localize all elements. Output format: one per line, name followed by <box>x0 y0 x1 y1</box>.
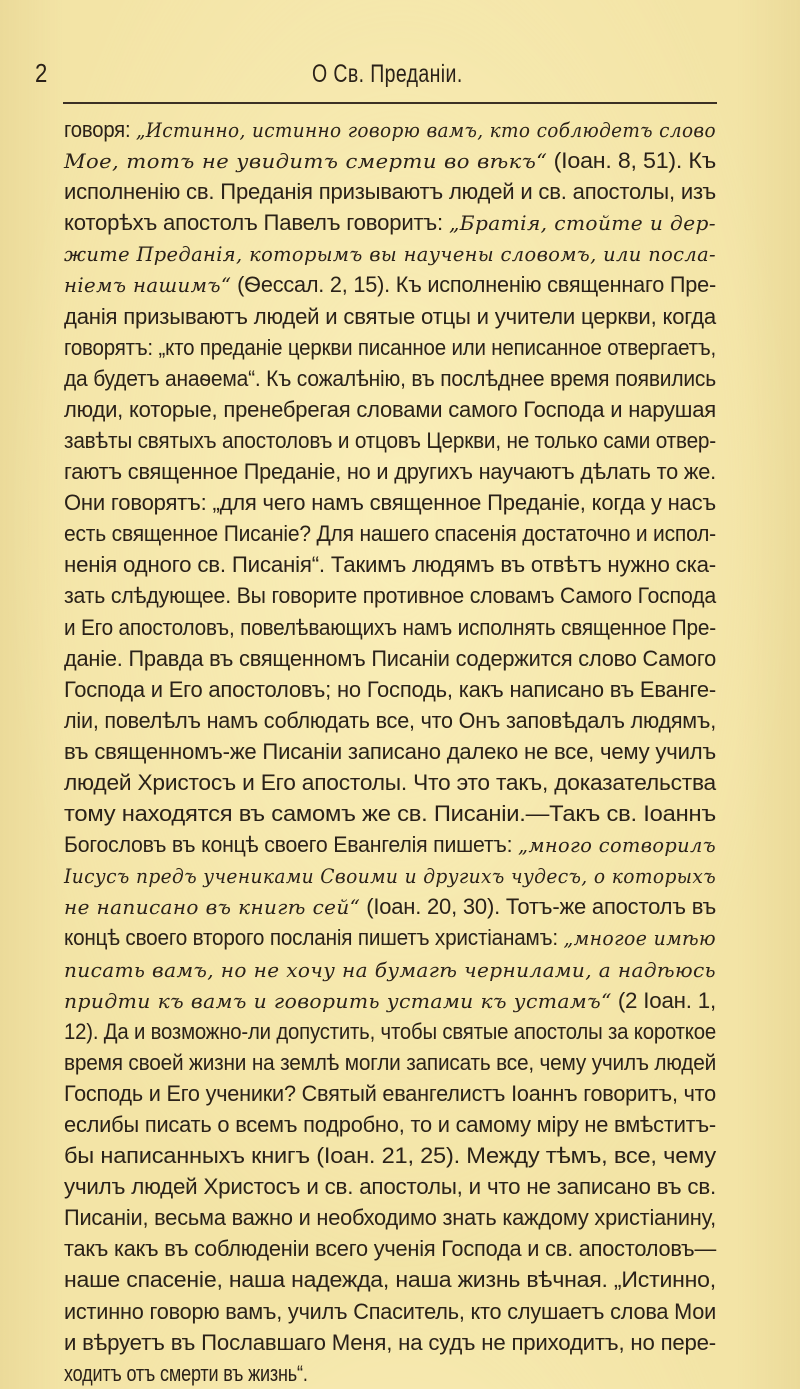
text-line <box>64 269 716 300</box>
text-line <box>64 922 716 953</box>
italic-quote: Мое, тотъ не увидитъ смерти во вѣкъ“ <box>64 149 548 174</box>
text-line-content <box>64 922 716 954</box>
text-run: зать слѣдующее. Вы говорите противное словамъ Самого Господа <box>64 583 716 609</box>
italic-quote: ніемъ нашимъ“ <box>64 273 232 298</box>
text-run: (2 Іоан. 1, <box>611 987 716 1013</box>
text-line <box>64 145 716 176</box>
text-line <box>64 1140 716 1171</box>
text-line <box>64 985 716 1016</box>
text-line-content <box>64 829 716 861</box>
text-line-content <box>64 798 716 829</box>
text-line <box>64 705 716 736</box>
text-run: время своей жизни на землѣ могли записать все, чему училъ людей <box>64 1049 716 1075</box>
text-line-content <box>64 425 716 456</box>
text-line <box>64 176 716 207</box>
text-run: и Его апостоловъ, повелѣвающихъ намъ исполнять священное Пре- <box>64 614 716 640</box>
text-run: 12). Да и возможно-ли допустить, чтобы святые апостолы за короткое <box>64 1018 716 1044</box>
text-run: ненія одного св. Писанія“. Такимъ людямъ въ отвѣтъ нужно ска- <box>64 552 716 578</box>
text-run: Господь и Его ученики? Святый евангелистъ Іоаннъ говоритъ, что <box>64 1080 716 1106</box>
text-line <box>64 860 716 891</box>
text-line <box>64 207 716 238</box>
italic-quote: придти къ вамъ и говорить устами къ устамъ“ <box>64 988 612 1013</box>
text-run: которѣхъ апостолъ Павелъ говоритъ: <box>64 210 449 236</box>
text-run: завѣты святыхъ апостоловъ и отцовъ Церкви, не только сами отвер- <box>64 427 716 453</box>
text-line-content <box>64 332 716 363</box>
text-run: и вѣруетъ въ Пославшаго Меня, на судъ не приходитъ, но пере- <box>64 1329 716 1355</box>
text-line <box>64 891 716 922</box>
text-line-content <box>64 580 716 611</box>
text-run: Господа и Его апостоловъ; но Господь, какъ написано въ Еванге- <box>64 676 716 702</box>
text-run: наше спасеніе, наша надежда, наша жизнь вѣчная. „Истинно, <box>64 1267 716 1293</box>
text-line-content <box>64 518 716 549</box>
italic-quote: „многое имѣю <box>563 926 716 951</box>
text-run: Писаніи, весьма важно и необходимо знать каждому христіанину, <box>64 1205 716 1231</box>
text-line <box>64 612 716 643</box>
page-number: 2 <box>35 58 48 88</box>
text-line <box>64 1202 716 1233</box>
text-line <box>64 363 716 394</box>
text-run: гаютъ священное Преданіе, но и другихъ научаютъ дѣлать то же. <box>64 459 716 485</box>
text-run: (Іоан. 8, 51). Къ <box>547 148 716 174</box>
text-line-content <box>64 456 716 487</box>
text-run: истинно говорю вамъ, училъ Спаситель, кто слушаетъ слова Мои <box>64 1298 716 1324</box>
text-line-content <box>64 549 716 580</box>
text-line-content <box>64 1047 716 1078</box>
text-line <box>64 767 716 798</box>
text-run: люди, которые, пренебрегая словами самого Господа и нарушая <box>64 396 716 422</box>
text-line-content <box>64 612 716 643</box>
text-line-content <box>64 954 716 986</box>
text-line-content <box>64 767 716 798</box>
italic-quote: не написано въ книгѣ сей“ <box>64 895 361 920</box>
text-line-content <box>64 1327 716 1358</box>
text-line-content <box>64 394 716 425</box>
text-line-content <box>64 269 716 301</box>
text-line-content <box>64 1109 716 1140</box>
text-line <box>64 643 716 674</box>
text-run: концѣ своего второго посланія пишетъ христіанамъ: <box>64 925 564 951</box>
text-run: бы написанныхъ книгъ (Іоан. 21, 25). Между тѣмъ, все, чему <box>64 1143 716 1169</box>
text-line-content <box>64 736 716 767</box>
text-line <box>64 1016 716 1047</box>
text-line <box>64 1109 716 1140</box>
text-line <box>64 394 716 425</box>
text-run: (Іоан. 20, 30). Тотъ-же апостолъ въ <box>360 894 716 920</box>
text-line <box>64 487 716 518</box>
text-line <box>64 425 716 456</box>
text-line <box>64 518 716 549</box>
text-line <box>64 736 716 767</box>
text-line-content <box>64 487 716 518</box>
text-line-content <box>64 643 716 674</box>
page-header <box>30 56 478 96</box>
text-line <box>64 829 716 860</box>
running-title: О Св. Преданіи. <box>312 60 463 88</box>
text-line-content <box>64 891 716 923</box>
text-line-content <box>64 363 716 394</box>
italic-quote: жите Преданія, которымъ вы научены словомъ, или посла- <box>64 242 716 267</box>
text-line-content <box>64 860 716 892</box>
text-line <box>64 1078 716 1109</box>
text-run: Они говорятъ: „для чего намъ священное Преданіе, когда у насъ <box>64 490 716 516</box>
text-run: еслибы писать о всемъ подробно, то и самому міру не вмѣститъ- <box>64 1112 716 1137</box>
italic-quote: „Братія, стойте и дер- <box>448 211 716 236</box>
text-run: данія призываютъ людей и святые отцы и учители церкви, когда <box>64 303 716 329</box>
text-run: училъ людей Христосъ и св. апостолы, и что не записано въ св. <box>64 1174 716 1200</box>
italic-quote: Іисусъ предъ учениками Своими и другихъ чудесъ, о которыхъ <box>64 864 716 889</box>
text-line-content <box>64 985 716 1017</box>
text-line-content <box>64 1358 308 1389</box>
text-line <box>64 798 716 829</box>
text-line <box>64 549 716 580</box>
text-line <box>64 580 716 611</box>
text-line-content <box>64 176 716 207</box>
italic-quote: „много сотворилъ <box>518 833 716 858</box>
text-line <box>64 238 716 269</box>
text-run: исполненію св. Преданія призываютъ людей и св. апостолы, изъ <box>64 179 716 205</box>
text-line <box>64 114 716 145</box>
text-line <box>64 1296 716 1327</box>
text-line <box>64 332 716 363</box>
text-line <box>64 954 716 985</box>
text-line-content <box>64 705 716 736</box>
text-run: говоря: <box>64 117 136 142</box>
text-line <box>64 1358 716 1389</box>
text-run: ліи, повелѣлъ намъ соблюдать все, что Онъ заповѣдалъ людямъ, <box>64 707 716 733</box>
text-line-content <box>64 145 716 177</box>
text-line-content <box>64 238 716 270</box>
text-line-content <box>64 301 716 332</box>
text-run: говорятъ: „кто преданіе церкви писанное или неписанное отвергаетъ, <box>64 334 716 360</box>
text-run: въ священномъ-же Писаніи записано далеко не все, чему училъ <box>64 738 716 764</box>
text-run: даніе. Правда въ священномъ Писаніи содержится слово Самого <box>64 645 716 671</box>
text-line <box>64 1233 716 1264</box>
text-line <box>64 456 716 487</box>
text-run: тому находятся въ самомъ же св. Писаніи.—Такъ св. Іоаннъ <box>64 801 717 827</box>
italic-quote: писать вамъ, но не хочу на бумагѣ чернилами, а надѣюсь <box>64 957 716 982</box>
text-line-content <box>64 1171 716 1202</box>
text-run: такъ какъ въ соблюденіи всего ученія Господа и св. апостоловъ— <box>64 1236 716 1262</box>
text-run: Богословъ въ концѣ своего Евангелія пишетъ: <box>64 832 519 858</box>
text-run: да будетъ анаѳема“. Къ сожалѣнію, въ послѣднее время появились <box>64 365 716 391</box>
text-line <box>64 1047 716 1078</box>
text-line-content <box>64 114 716 146</box>
text-line-content <box>64 1233 716 1264</box>
text-line-content <box>64 1202 716 1233</box>
text-line-content <box>64 1016 716 1047</box>
text-run: есть священное Писаніе? Для нашего спасенія достаточно и испол- <box>64 521 716 547</box>
text-run: людей Христосъ и Его апостолы. Что это такъ, доказательства <box>64 769 716 795</box>
body-text <box>64 114 716 1389</box>
text-line-content <box>64 207 716 239</box>
italic-quote: „Истинно, истинно говорю вамъ, кто соблюдетъ слово <box>135 118 716 142</box>
text-line-content <box>64 1296 716 1327</box>
text-line-content <box>64 1264 716 1295</box>
text-line-content <box>64 674 716 705</box>
text-line <box>64 1264 716 1295</box>
header-rule <box>63 102 717 104</box>
text-line <box>64 674 716 705</box>
text-run: ходитъ отъ смерти въ жизнь“. <box>64 1360 308 1386</box>
text-line-content <box>64 1140 716 1171</box>
text-line <box>64 1327 716 1358</box>
text-run: (Ѳессал. 2, 15). Къ исполненію священнаго Пре- <box>231 272 716 298</box>
text-line-content <box>64 1078 716 1109</box>
text-line <box>64 301 716 332</box>
text-line <box>64 1171 716 1202</box>
